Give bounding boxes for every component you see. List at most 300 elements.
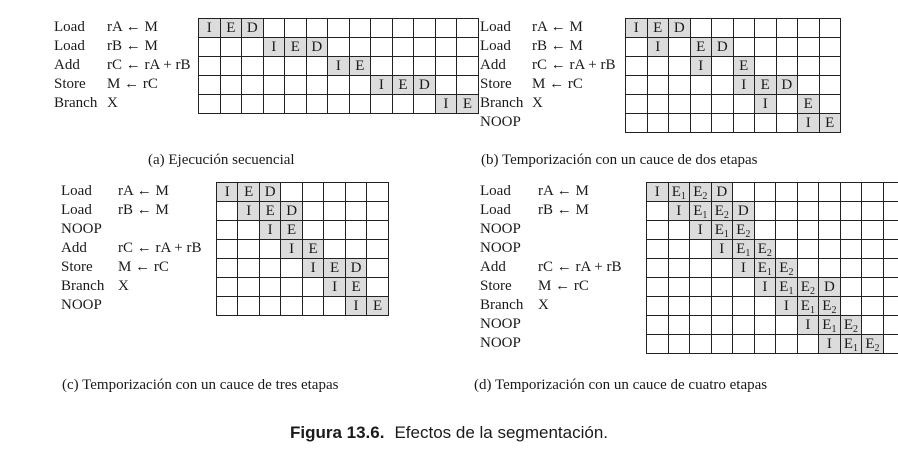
stage-subscript: 2 [874,342,880,354]
stage-cell [711,240,733,259]
empty-cell [263,57,285,76]
empty-cell [798,19,820,38]
empty-cell [238,240,259,259]
stage-subscript: 1 [745,247,751,259]
instruction-operand: rB ← M [532,38,583,54]
stage-cell [819,316,841,335]
empty-cell [819,221,841,240]
stage-cell [457,95,479,114]
stage-cell [690,38,712,57]
empty-cell [263,19,285,38]
empty-cell [776,221,798,240]
empty-cell [754,316,776,335]
empty-cell [797,259,819,278]
empty-cell [435,19,457,38]
empty-cell [819,95,841,114]
stage-cell [754,259,776,278]
empty-cell [819,38,841,57]
empty-cell [281,183,302,202]
stage-cell [435,95,457,114]
timing-row [217,278,389,297]
empty-cell [712,57,734,76]
stage-label: E [760,76,770,93]
empty-cell [883,202,898,221]
stage-label: I [676,202,682,219]
stage-cell [819,278,841,297]
timing-row [217,259,389,278]
stage-label: I [654,183,660,200]
stage-subscript: 1 [809,304,815,316]
empty-cell [690,114,712,133]
empty-cell [840,297,862,316]
empty-cell [840,259,862,278]
empty-cell [328,95,350,114]
empty-cell [883,278,898,297]
stage-label: I [271,38,277,55]
empty-cell [302,183,323,202]
stage-subscript: 1 [831,323,837,335]
empty-cell [349,19,371,38]
instruction-op: NOOP [480,114,521,130]
empty-cell [862,259,884,278]
empty-cell [712,19,734,38]
empty-cell [349,76,371,95]
stage-label: E [736,221,746,238]
stage-label: D [264,183,276,200]
empty-cell [242,76,264,95]
empty-cell [797,202,819,221]
stage-cell [862,335,884,354]
stage-label: I [805,114,811,131]
stage-label: E [803,95,813,112]
stage-label: I [762,278,768,295]
instruction-op: Add [61,240,87,256]
stage-cell [733,57,755,76]
empty-cell [217,297,238,316]
empty-cell [754,183,776,202]
stage-cell [711,202,733,221]
empty-cell [626,57,648,76]
timing-grid [216,182,389,316]
instruction-operand: rC ← rA + rB [107,57,191,73]
stage-cell [776,76,798,95]
empty-cell [242,38,264,57]
empty-cell [776,240,798,259]
empty-cell [819,240,841,259]
empty-cell [690,19,712,38]
caption-a: (a) Ejecución secuencial [148,152,295,168]
empty-cell [647,95,669,114]
empty-cell [690,278,712,297]
stage-label: I [310,259,316,276]
stage-label: E [736,240,746,257]
instruction-operand: rA ← M [538,183,589,199]
stage-label: D [823,278,835,295]
empty-cell [883,335,898,354]
empty-cell [647,202,669,221]
stage-label: I [655,38,661,55]
instruction-operand: rB ← M [118,202,169,218]
instruction-op: Load [54,19,85,35]
stage-label: E [696,38,706,55]
empty-cell [457,19,479,38]
empty-cell [755,38,777,57]
instruction-op: Branch [54,95,98,111]
empty-cell [819,19,841,38]
empty-cell [414,57,436,76]
empty-cell [819,76,841,95]
empty-cell [349,95,371,114]
stage-cell [776,297,798,316]
stage-label: E [822,316,832,333]
caption-b: (b) Temporización con un cauce de dos etapas [481,152,758,168]
stage-cell [840,335,862,354]
empty-cell [259,297,280,316]
stage-cell [797,297,819,316]
stage-cell [647,183,669,202]
empty-cell [776,202,798,221]
stage-label: I [224,183,230,200]
empty-cell [797,221,819,240]
empty-cell [457,76,479,95]
empty-cell [711,335,733,354]
empty-cell [690,316,712,335]
empty-cell [285,95,307,114]
stage-label: I [826,335,832,352]
instruction-operand: rC ← rA + rB [532,57,616,73]
empty-cell [281,259,302,278]
empty-cell [711,278,733,297]
timing-row [199,19,479,38]
empty-cell [669,95,691,114]
stage-label: E [398,76,408,93]
timing-row [626,38,841,57]
instruction-op: Store [480,278,512,294]
stage-cell [259,221,280,240]
timing-row [647,221,898,240]
stage-label: I [633,19,639,36]
empty-cell [776,335,798,354]
empty-cell [754,221,776,240]
empty-cell [242,95,264,114]
stage-label: E [800,297,810,314]
stage-label: E [865,335,875,352]
instruction-op: Add [480,259,506,275]
stage-label: I [378,76,384,93]
stage-label: E [265,202,275,219]
instruction-operand: X [538,297,549,313]
empty-cell [840,240,862,259]
empty-cell [862,240,884,259]
timing-grid [198,18,479,114]
stage-cell [371,76,393,95]
timing-row [626,95,841,114]
stage-label: E [287,221,297,238]
instruction-op: NOOP [61,297,102,313]
empty-cell [668,278,690,297]
empty-cell [302,278,323,297]
empty-cell [862,221,884,240]
stage-label: E [757,259,767,276]
empty-cell [755,114,777,133]
stage-cell [199,19,221,38]
empty-cell [324,183,345,202]
stage-cell [755,95,777,114]
empty-cell [711,316,733,335]
empty-cell [302,297,323,316]
instruction-op: Add [54,57,80,73]
stage-label: I [353,297,359,314]
empty-cell [862,297,884,316]
instruction-op: NOOP [61,221,102,237]
empty-cell [883,297,898,316]
empty-cell [220,38,242,57]
figure-number: Figura 13.6. [289,423,385,442]
stage-cell [238,183,259,202]
stage-cell [711,183,733,202]
empty-cell [668,259,690,278]
timing-row [626,19,841,38]
stage-label: I [206,19,212,36]
empty-cell [712,114,734,133]
stage-label: D [246,19,258,36]
empty-cell [733,19,755,38]
empty-cell [324,221,345,240]
stage-cell [647,19,669,38]
stage-label: D [311,38,323,55]
empty-cell [690,95,712,114]
empty-cell [238,221,259,240]
empty-cell [220,57,242,76]
empty-cell [798,57,820,76]
stage-cell [712,38,734,57]
stage-cell [392,76,414,95]
stage-label: E [800,278,810,295]
stage-label: I [246,202,252,219]
timing-row [199,95,479,114]
instruction-op: Add [480,57,506,73]
empty-cell [647,114,669,133]
instruction-op: Load [480,202,511,218]
figure-caption [0,423,898,443]
empty-cell [733,183,755,202]
empty-cell [435,57,457,76]
instruction-op: Branch [61,278,105,294]
empty-cell [281,278,302,297]
empty-cell [647,221,669,240]
empty-cell [626,95,648,114]
empty-cell [345,221,366,240]
instruction-operand: rA ← M [107,19,158,35]
empty-cell [776,114,798,133]
empty-cell [754,297,776,316]
stage-cell [345,278,366,297]
stage-cell [242,19,264,38]
empty-cell [690,259,712,278]
empty-cell [371,95,393,114]
empty-cell [414,38,436,57]
empty-cell [647,297,669,316]
empty-cell [862,316,884,335]
stage-label: E [290,38,300,55]
stage-cell [776,259,798,278]
stage-cell [668,202,690,221]
stage-label: E [739,57,749,74]
timing-row [199,38,479,57]
stage-label: E [757,240,767,257]
empty-cell [733,278,755,297]
empty-cell [690,240,712,259]
empty-cell [669,38,691,57]
timing-row [647,259,898,278]
empty-cell [733,335,755,354]
empty-cell [690,76,712,95]
stage-label: I [443,95,449,112]
stage-cell [819,114,841,133]
stage-cell [819,335,841,354]
empty-cell [883,316,898,335]
stage-cell [733,202,755,221]
empty-cell [367,183,389,202]
stage-label: E [653,19,663,36]
empty-cell [328,38,350,57]
empty-cell [217,240,238,259]
instruction-operand: rC ← rA + rB [538,259,622,275]
empty-cell [797,335,819,354]
empty-cell [281,297,302,316]
stage-cell [414,76,436,95]
empty-cell [819,183,841,202]
empty-cell [349,38,371,57]
stage-cell [733,221,755,240]
empty-cell [306,57,328,76]
empty-cell [626,76,648,95]
stage-label: I [741,76,747,93]
empty-cell [263,76,285,95]
empty-cell [647,335,669,354]
empty-cell [263,95,285,114]
empty-cell [883,183,898,202]
empty-cell [371,57,393,76]
instruction-op: Load [480,38,511,54]
stage-label: I [805,316,811,333]
empty-cell [199,57,221,76]
stage-subscript: 2 [831,304,837,316]
empty-cell [392,19,414,38]
stage-subscript: 1 [680,190,686,202]
stage-subscript: 1 [723,228,729,240]
stage-cell [281,240,302,259]
empty-cell [733,38,755,57]
empty-cell [883,259,898,278]
stage-cell [259,183,280,202]
empty-cell [345,240,366,259]
stage-cell [259,202,280,221]
empty-cell [457,38,479,57]
empty-cell [324,297,345,316]
stage-cell [755,76,777,95]
empty-cell [199,76,221,95]
empty-cell [883,221,898,240]
empty-cell [754,335,776,354]
stage-cell [819,297,841,316]
timing-row [217,202,389,221]
empty-cell [797,183,819,202]
empty-cell [217,259,238,278]
stage-label: E [351,278,361,295]
instruction-operand: rB ← M [107,38,158,54]
stage-cell [776,278,798,297]
timing-row [647,278,898,297]
timing-row [647,335,898,354]
empty-cell [690,335,712,354]
instruction-op: NOOP [480,316,521,332]
empty-cell [712,76,734,95]
stage-label: I [289,240,295,257]
empty-cell [217,278,238,297]
stage-cell [349,57,371,76]
empty-cell [306,76,328,95]
empty-cell [306,95,328,114]
empty-cell [776,57,798,76]
empty-cell [367,278,389,297]
stage-subscript: 2 [723,209,729,221]
stage-cell [754,278,776,297]
empty-cell [733,297,755,316]
timing-row [626,114,841,133]
stage-cell [733,259,755,278]
stage-label: E [671,183,681,200]
stage-cell [711,221,733,240]
stage-label: E [462,95,473,112]
instruction-operand: X [107,95,118,111]
stage-subscript: 1 [788,285,794,297]
empty-cell [238,278,259,297]
stage-cell [281,202,302,221]
stage-cell [324,259,345,278]
stage-cell [285,38,307,57]
empty-cell [371,38,393,57]
stage-label: I [719,240,725,257]
stage-subscript: 2 [702,190,708,202]
empty-cell [647,57,669,76]
stage-label: D [716,38,728,55]
empty-cell [668,297,690,316]
stage-label: E [329,259,340,276]
stage-cell [306,38,328,57]
timing-row [647,316,898,335]
timing-row [626,76,841,95]
empty-cell [367,240,389,259]
empty-cell [776,316,798,335]
stage-label: D [673,19,685,36]
stage-cell [797,316,819,335]
instruction-op: Load [480,183,511,199]
empty-cell [217,221,238,240]
stage-cell [345,259,366,278]
stage-cell [238,202,259,221]
instruction-op: NOOP [480,221,521,237]
stage-cell [690,221,712,240]
instruction-op: Store [54,76,86,92]
empty-cell [259,259,280,278]
empty-cell [776,19,798,38]
stage-cell [302,240,323,259]
instruction-op: Load [61,183,92,199]
stage-cell [626,19,648,38]
stage-label: I [332,278,338,295]
empty-cell [798,38,820,57]
